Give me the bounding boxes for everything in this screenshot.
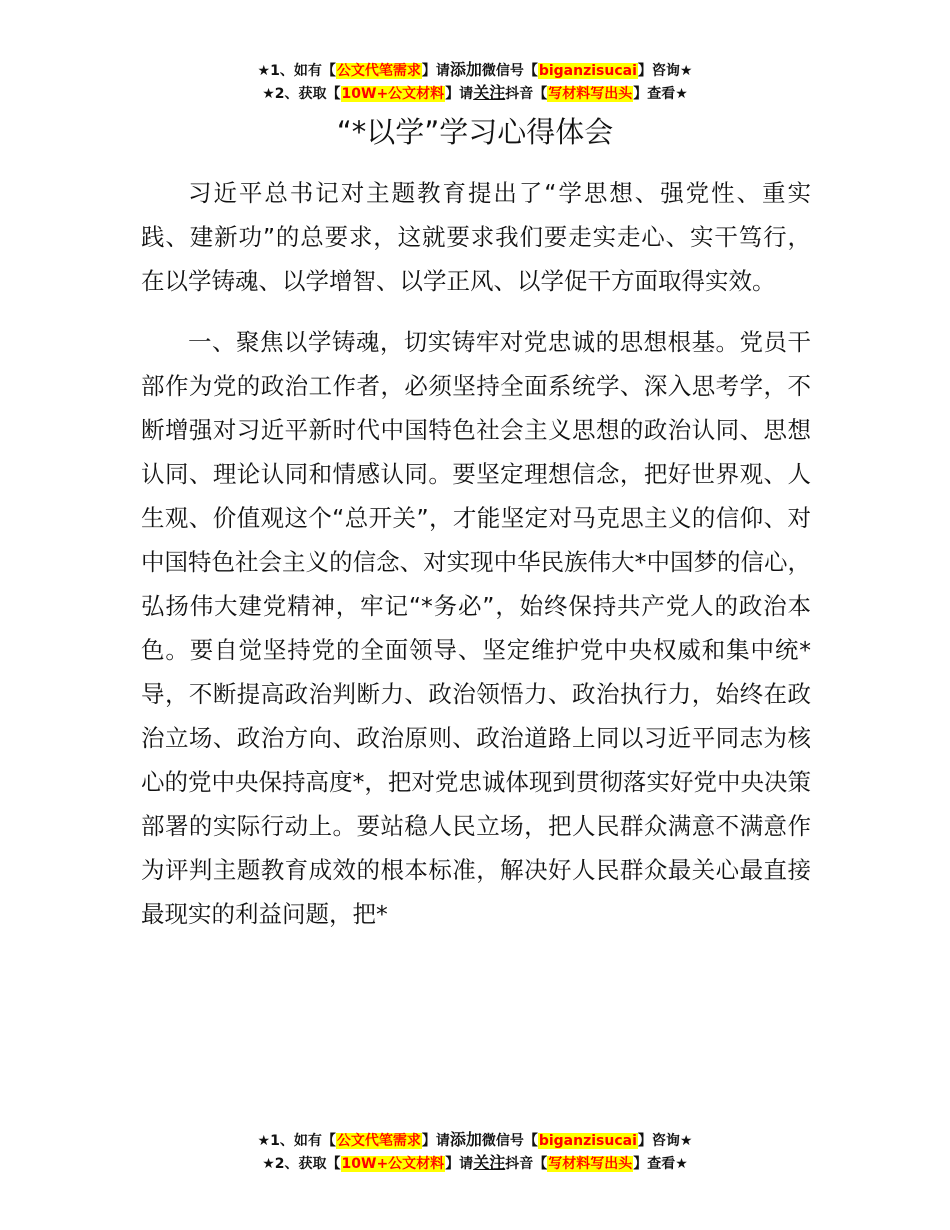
banner-text: 微信号【: [481, 63, 538, 79]
document-body: [141, 171, 811, 936]
banner-line-2: [0, 82, 950, 105]
banner-text: ★2、获取【: [262, 86, 341, 102]
banner-text: 】查看★: [633, 86, 688, 102]
banner-text: 】咨询★: [637, 63, 693, 79]
body-paragraph: 习近平总书记对主题教育提出了“学思想、强党性、重实践、建新功”的总要求，这就要求我们要走实走心、实干笃行，在以学铸魂、以学增智、以学正风、以学促干方面取得实效。: [141, 179, 811, 295]
banner-text: 抖音【: [505, 1156, 548, 1172]
banner-highlight-wechat-id: biganzisucai: [538, 1133, 637, 1149]
banner-text: ★2、获取【: [262, 1156, 341, 1172]
banner-highlight-douyin: 写材料写出头: [548, 1156, 633, 1172]
document-title: “*以学”学习心得体会: [336, 115, 614, 149]
banner-highlight-materials: 10W+公文材料: [341, 86, 445, 102]
banner-line-1: [0, 1129, 950, 1152]
banner-highlight-douyin: 写材料写出头: [548, 86, 633, 102]
banner-text: 添加: [449, 60, 482, 79]
banner-text: ★1、如有【: [257, 63, 336, 79]
banner-text: ★1、如有【: [257, 1133, 336, 1149]
banner-highlight-service: 公文代笔需求: [336, 1133, 421, 1149]
banner-text: 】请: [421, 63, 450, 79]
banner-line-1: [0, 59, 950, 82]
banner-text: 关注: [473, 1153, 506, 1172]
banner-text: 】查看★: [633, 1156, 688, 1172]
banner-highlight-wechat-id: biganzisucai: [538, 63, 637, 79]
banner-highlight-materials: 10W+公文材料: [341, 1156, 445, 1172]
body-paragraph: 一、聚焦以学铸魂，切实铸牢对党忠诚的思想根基。党员干部作为党的政治工作者，必须坚持全面系统学、深入思考学，不断增强对习近平新时代中国特色社会主义思想的政治认同、思想认同、理论认同和情感认同。要坚定理想信念，把好世界观、人生观、价值观这个“总开关”，才能坚定对马克思主义的信仰、对中国特色社会主义的信念、对实现中华民族伟大*中国梦的信心，弘扬伟大建党精神，牢记“*务必”，始终保持共产党人的政治本色。要自觉坚持党的全面领导、坚定维护党中央权威和集中统*导，不断提高政治判断力、政治领悟力、政治执行力，始终在政治立场、政治方向、政治原则、政治道路上同以习近平同志为核心的党中央保持高度*，把对党忠诚体现到贯彻落实好党中央决策部署的实际行动上。要站稳人民立场，把人民群众满意不满意作为评判主题教育成效的根本标准，解决好人民群众最关心最直接最现实的利益问题，把*: [141, 328, 811, 928]
banner-text: 】请: [445, 1156, 474, 1172]
banner-highlight-service: 公文代笔需求: [336, 63, 421, 79]
banner-text: 】请: [445, 86, 474, 102]
header-banner: [0, 59, 950, 105]
banner-text: 抖音【: [505, 86, 548, 102]
banner-text: 】请: [421, 1133, 450, 1149]
banner-text: 关注: [473, 83, 506, 102]
banner-text: 微信号【: [481, 1133, 538, 1149]
banner-line-2: [0, 1152, 950, 1175]
footer-banner: [0, 1129, 950, 1175]
banner-text: 添加: [449, 1130, 482, 1149]
banner-text: 】咨询★: [637, 1133, 693, 1149]
